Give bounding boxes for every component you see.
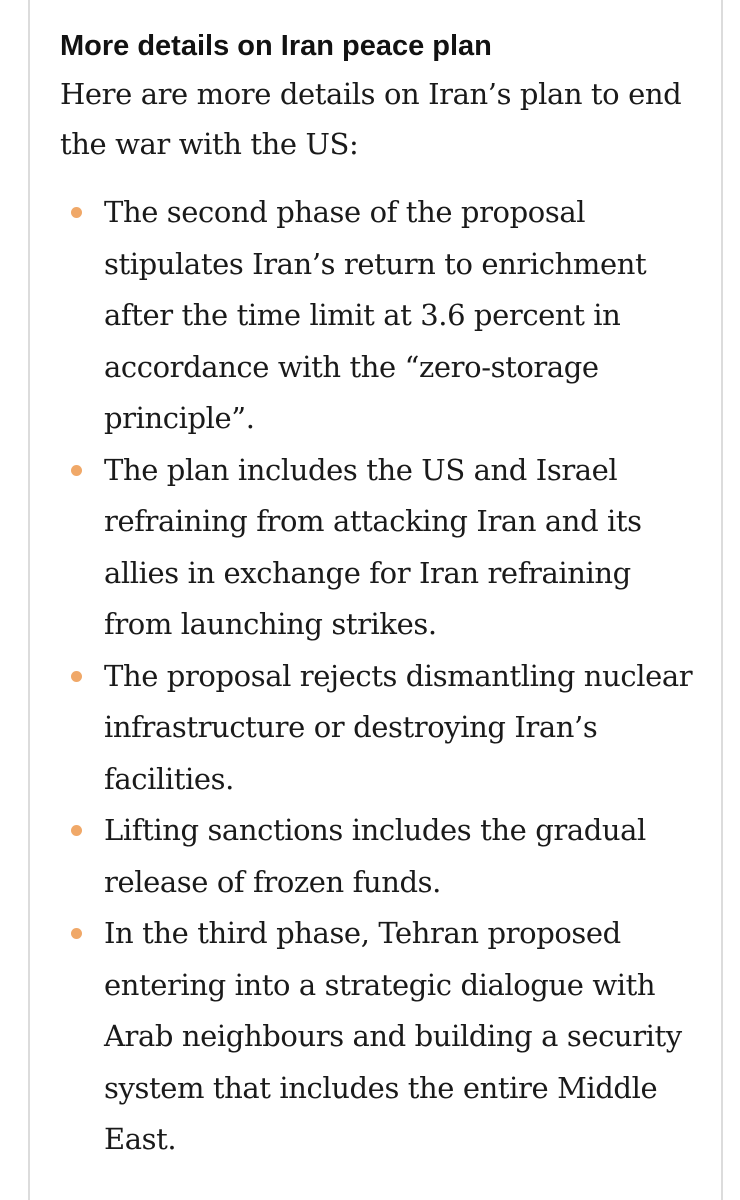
right-border-divider bbox=[721, 0, 723, 1200]
bullet-dot-icon bbox=[71, 825, 82, 836]
bullet-text: The plan includes the US and Israel refraining from attacking Iran and its allies in exchange for Iran refraining from launching strikes. bbox=[104, 452, 642, 641]
bullet-text: In the third phase, Tehran proposed entering into a strategic dialogue with Arab neighbours and building a security system that includes the entire Middle East. bbox=[104, 916, 682, 1156]
left-border-divider bbox=[28, 0, 30, 1200]
bullet-list bbox=[60, 187, 700, 1166]
update-intro: Here are more details on Iran’s plan to end the war with the US: bbox=[60, 77, 682, 161]
bullet-item bbox=[60, 805, 700, 908]
bullet-item bbox=[60, 908, 700, 1166]
update-headline: More details on Iran peace plan bbox=[60, 30, 492, 62]
bullet-item bbox=[60, 187, 700, 445]
bullet-text: The proposal rejects dismantling nuclear infrastructure or destroying Iran’s facilities. bbox=[104, 658, 693, 796]
bullet-dot-icon bbox=[71, 928, 82, 939]
bullet-dot-icon bbox=[71, 671, 82, 682]
bullet-item bbox=[60, 651, 700, 806]
bullet-dot-icon bbox=[71, 465, 82, 476]
live-update-card bbox=[60, 26, 700, 1166]
bullet-text: The second phase of the proposal stipulates Iran’s return to enrichment after the time limit at 3.6 percent in accordance with the “zero-storage principle”. bbox=[104, 195, 647, 435]
bullet-item bbox=[60, 445, 700, 651]
bullet-dot-icon bbox=[71, 207, 82, 218]
bullet-text: Lifting sanctions includes the gradual release of frozen funds. bbox=[104, 813, 646, 899]
